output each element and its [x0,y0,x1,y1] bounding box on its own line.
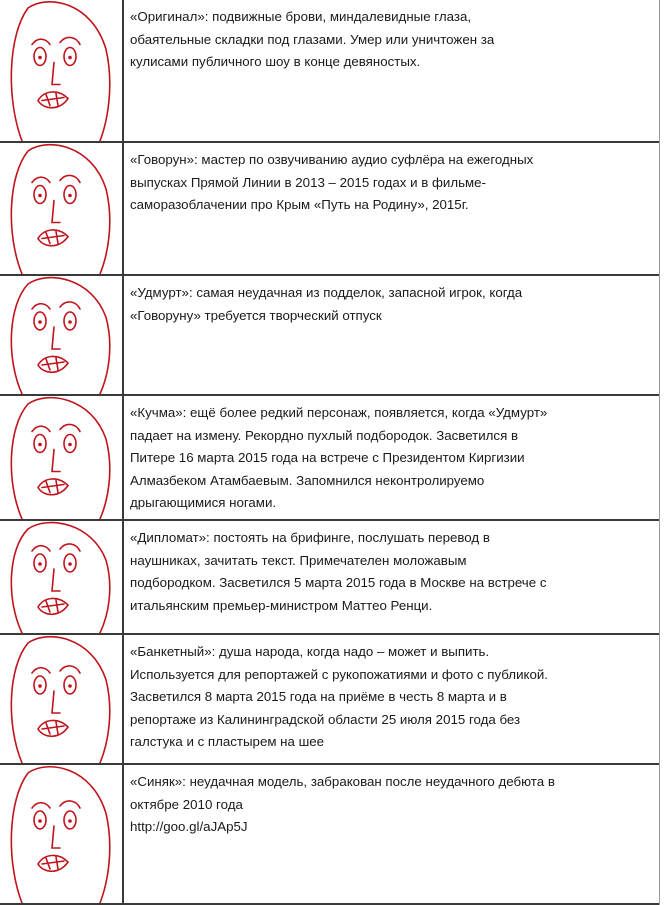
mouth [38,598,68,614]
description-line: «Говоруну» требуется творческий отпуск [130,307,382,323]
right-brow [60,175,80,182]
description-cell [124,635,658,763]
mouth [38,855,68,871]
mouth [38,720,68,736]
description-line: «Банкетный»: душа народа, когда надо – может и выпить. [130,644,490,659]
description-cell [124,521,658,633]
table-row [0,0,664,141]
head-outline [11,523,109,633]
table-row [0,143,664,274]
right-brow [60,801,80,808]
table-row [0,765,664,903]
description-line: «Кучма»: ещё более редкий персонаж, появляется, когда «Удмурт» [130,405,548,420]
description-cell [124,143,658,274]
left-brow [32,546,50,551]
head-outline [11,145,109,274]
nose [52,569,60,591]
pupil [68,320,72,324]
description-line: Алмазбеком Атамбаевым. Запомнился неконтролируемо [130,472,485,488]
table-right-border [659,0,660,905]
description-line: Используется для репортажей с рукопожатиями и фото с публикой. [130,666,548,682]
nose [52,201,60,223]
left-brow [32,803,50,808]
mouth [38,92,68,108]
description-line: Питере 16 марта 2015 года на встрече с Президентом Киргизии [130,450,525,465]
description-line: репортаже из Калининградской области 25 июля 2015 года без [130,711,521,727]
description-cell [124,276,658,394]
pupil [38,194,42,198]
pupil [38,443,42,447]
nose [52,826,60,848]
description-line: подбородком. Засветился 5 марта 2015 года в Москве на встрече с [130,575,547,590]
face-sketch [0,143,122,274]
description-line: «Синяк»: неудачная модель, забракован после неудачного дебюта в [130,774,555,789]
description-cell [124,765,658,903]
pupil [68,562,72,566]
mouth [38,230,68,246]
face-sketch [0,765,122,903]
pupil [68,56,72,60]
column-divider [122,0,124,905]
face-cell [0,276,122,394]
head-outline [11,2,109,141]
nose [52,63,60,85]
pupil [68,684,72,688]
left-brow [32,177,50,182]
face-cell [0,765,122,903]
pupil [38,562,42,566]
face-sketch [0,521,122,633]
face-cell [0,521,122,633]
description-line: «Удмурт»: самая неудачная из подделок, запасной игрок, когда [130,285,523,300]
right-brow [60,37,80,44]
right-brow [60,424,80,431]
table-row [0,276,664,394]
right-brow [60,544,80,551]
pupil [38,684,42,688]
head-outline [11,398,109,519]
pupil [38,56,42,60]
nose [52,450,60,472]
description-line: кулисами публичного шоу в конце девяностых. [130,54,421,69]
description-line: «Говорун»: мастер по озвучиванию аудио суфлёра на ежегодных [130,152,534,167]
left-brow [32,39,50,44]
head-outline [11,767,109,903]
description-line: Засветился 8 марта 2015 года на приёме в честь 8 марта и в [130,689,507,704]
description-line: октябре 2010 года [130,796,243,812]
face-sketch [0,276,122,394]
nose [52,327,60,349]
nose [52,691,60,713]
pupil [68,819,72,823]
face-cell [0,396,122,519]
description-line: обаятельные складки под глазами. Умер или уничтожен за [130,31,495,47]
face-cell [0,0,122,141]
description-cell [124,0,658,141]
description-line: http://goo.gl/aJAp5J [130,819,248,834]
description-line: «Дипломат»: постоять на брифинге, послушать перевод в [130,530,490,545]
mouth [38,479,68,495]
description-line: дрыгающимися ногами. [130,495,277,510]
face-sketch [0,396,122,519]
description-line: падает на измену. Рекордно пухлый подбородок. Засветился в [130,427,519,443]
table-row [0,521,664,633]
face-sketch [0,0,122,141]
pupil [68,443,72,447]
description-cell [124,396,658,519]
description-line: итальянским премьер-министром Маттео Ренци. [130,597,433,613]
head-outline [11,637,109,763]
table-row [0,396,664,519]
pupil [38,320,42,324]
face-sketch [0,635,122,763]
description-line: выпусках Прямой Линии в 2013 – 2015 годах и в фильме- [130,174,486,190]
face-cell [0,143,122,274]
mouth [38,356,68,372]
right-brow [60,666,80,673]
description-line: саморазоблачении про Крым «Путь на Родину», 2015г. [130,197,469,212]
left-brow [32,426,50,431]
left-brow [32,668,50,673]
right-brow [60,302,80,309]
table-row [0,635,664,763]
pupil [68,194,72,198]
face-cell [0,635,122,763]
pupil [38,819,42,823]
left-brow [32,304,50,309]
head-outline [11,278,109,394]
description-line: галстука и с пластырем на шее [130,734,325,749]
description-line: «Оригинал»: подвижные брови, миндалевидные глаза, [130,9,472,24]
description-line: наушниках, зачитать текст. Примечателен моложавым [130,552,467,568]
